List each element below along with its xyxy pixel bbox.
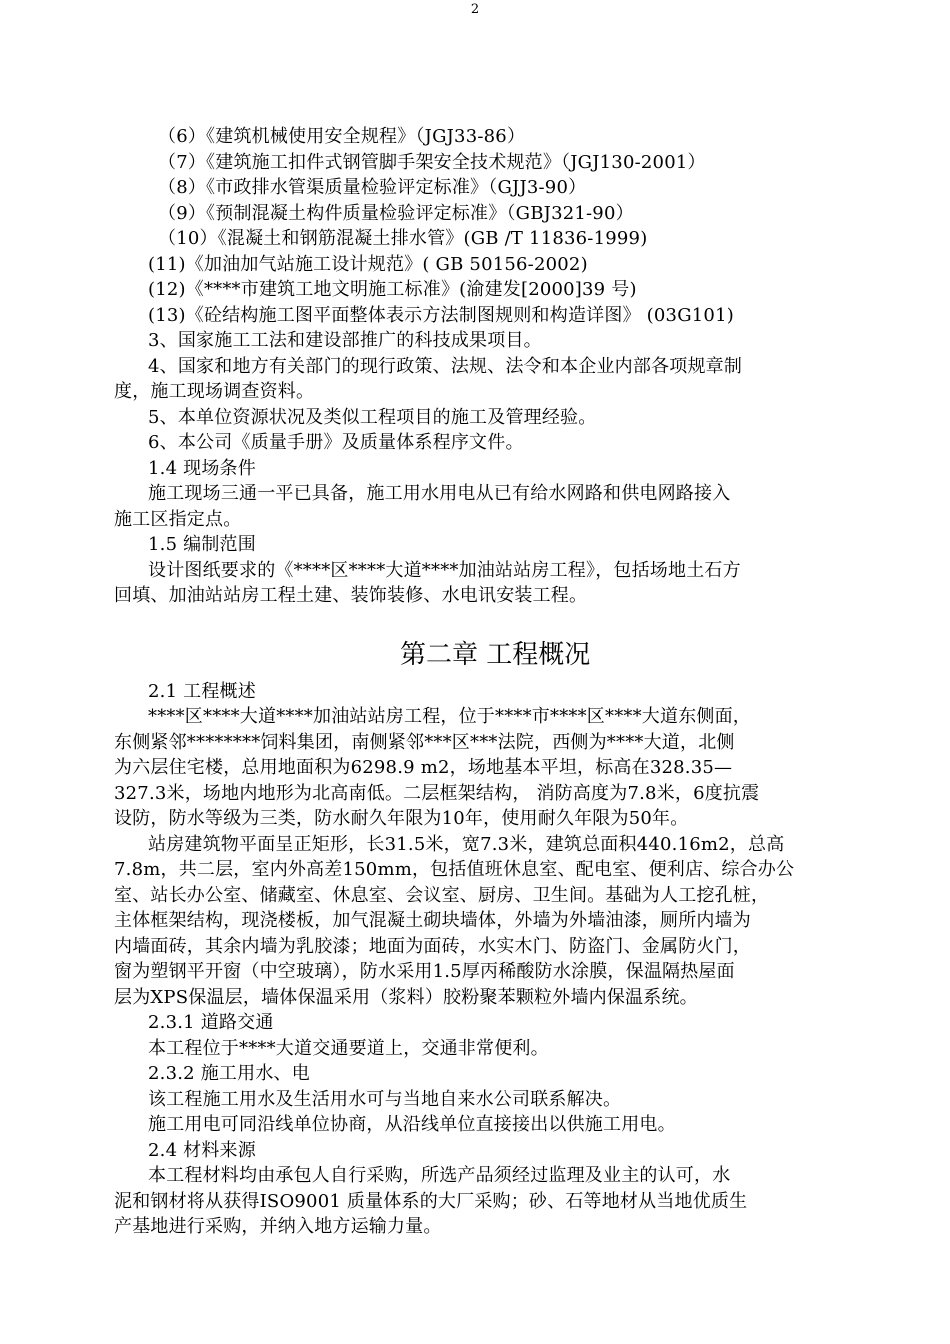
- paragraph-line: 主体框架结构，现浇楼板，加气混凝土砌块墙体，外墙为外墙油漆，厕所内墙为: [114, 910, 751, 931]
- paragraph-line: 施工用电可同沿线单位协商，从沿线单位直接接出以供施工用电。: [148, 1114, 676, 1135]
- section-heading: 2.3.2 施工用水、电: [148, 1063, 310, 1084]
- paragraph-line: 室、站长办公室、储藏室、休息室、会议室、厨房、卫生间。基础为人工挖孔桩，: [114, 884, 770, 906]
- basis-item-4: 4、国家和地方有关部门的现行政策、法规、法令和本企业内部各项规章制: [148, 355, 743, 377]
- basis-item-6: 6、本公司《质量手册》及质量体系程序文件。: [148, 432, 524, 453]
- basis-item-4-cont: 度，施工现场调查资料。: [114, 381, 315, 402]
- paragraph-line: 本工程材料均由承包人自行采购，所选产品须经过监理及业主的认可，水: [148, 1165, 731, 1186]
- paragraph-line: 窗为塑钢平开窗（中空玻璃），防水采用1.5厚丙稀酸防水涂膜，保温隔热屋面: [114, 961, 735, 982]
- reference-item: （10）《混凝土和钢筋混凝土排水管》(GB /T 11836-1999): [158, 228, 648, 249]
- paragraph-line: 为六层住宅楼，总用地面积为6298.9 m2，场地基本平坦，标高在328.35—: [114, 757, 733, 778]
- paragraph-line: 站房建筑物平面呈正矩形，长31.5米，宽7.3米，建筑总面积440.16m2，总高: [148, 833, 785, 855]
- reference-item: (13)《砼结构施工图平面整体表示方法制图规则和构造详图》 (03G101): [148, 304, 734, 326]
- paragraph-line: 泥和钢材将从获得ISO9001 质量体系的大厂采购；砂、石等地材从当地优质生: [114, 1190, 748, 1212]
- paragraph-line: 设计图纸要求的《****区****大道****加油站站房工程》，包括场地土石方: [148, 559, 741, 581]
- document-body: [114, 124, 864, 1240]
- paragraph-line: 回填、加油站站房工程土建、装饰装修、水电讯安装工程。: [114, 585, 588, 606]
- chapter-title: 第二章 工程概况: [400, 639, 591, 670]
- reference-item: (12)《****市建筑工地文明施工标准》(渝建发[2000]39 号): [148, 279, 637, 300]
- paragraph-line: ****区****大道****加油站站房工程，位于****市****区****大道东侧面，: [148, 706, 751, 727]
- basis-item-5: 5、本单位资源状况及类似工程项目的施工及管理经验。: [148, 406, 597, 428]
- reference-item: （7）《建筑施工扣件式钢管脚手架安全技术规范》（JGJ130-2001）: [158, 151, 706, 173]
- paragraph-line: 本工程位于****大道交通要道上，交通非常便利。: [148, 1037, 549, 1059]
- section-heading: 2.1 工程概述: [148, 680, 256, 702]
- paragraph-line: 施工区指定点。: [114, 508, 242, 530]
- reference-item: （8）《市政排水管渠质量检验评定标准》（GJJ3-90）: [158, 177, 587, 198]
- reference-item: （6）《建筑机械使用安全规程》（JGJ33-86）: [158, 126, 526, 147]
- reference-item: (11)《加油加气站施工设计规范》( GB 50156-2002): [148, 253, 588, 275]
- section-heading: 2.3.1 道路交通: [148, 1012, 274, 1033]
- paragraph-line: 设防，防水等级为三类，防水耐久年限为10年，使用耐久年限为50年。: [114, 808, 689, 829]
- section-heading: 2.4 材料来源: [148, 1139, 256, 1161]
- section-heading: 1.5 编制范围: [148, 534, 256, 555]
- paragraph-line: 东侧紧邻********饲料集团，南侧紧邻***区***法院，西侧为****大道，北侧: [114, 731, 735, 753]
- paragraph-line: 7.8m，共二层，室内外高差150mm，包括值班休息室、配电室、便利店、综合办公: [114, 859, 795, 880]
- reference-item: （9）《预制混凝土构件质量检验评定标准》（GBJ321-90）: [158, 202, 634, 224]
- basis-item-3: 3、国家施工工法和建设部推广的科技成果项目。: [148, 330, 542, 351]
- paragraph-line: 内墙面砖，其余内墙为乳胶漆；地面为面砖，水实木门、防盗门、金属防火门，: [114, 935, 751, 957]
- paragraph-line: 施工现场三通一平已具备，施工用水用电从已有给水网路和供电网路接入: [148, 483, 731, 504]
- paragraph-line: 产基地进行采购，并纳入地方运输力量。: [114, 1216, 442, 1237]
- paragraph-line: 327.3米，场地内地形为北高南低。二层框架结构， 消防高度为7.8米，6度抗震: [114, 782, 760, 804]
- paragraph-line: 层为XPS保温层，墙体保温采用（浆料）胶粉聚苯颗粒外墙内保温系统。: [114, 986, 698, 1008]
- section-heading: 1.4 现场条件: [148, 457, 256, 479]
- paragraph-line: 该工程施工用水及生活用水可与当地自来水公司联系解决。: [148, 1088, 622, 1110]
- page-number: 2: [470, 2, 480, 17]
